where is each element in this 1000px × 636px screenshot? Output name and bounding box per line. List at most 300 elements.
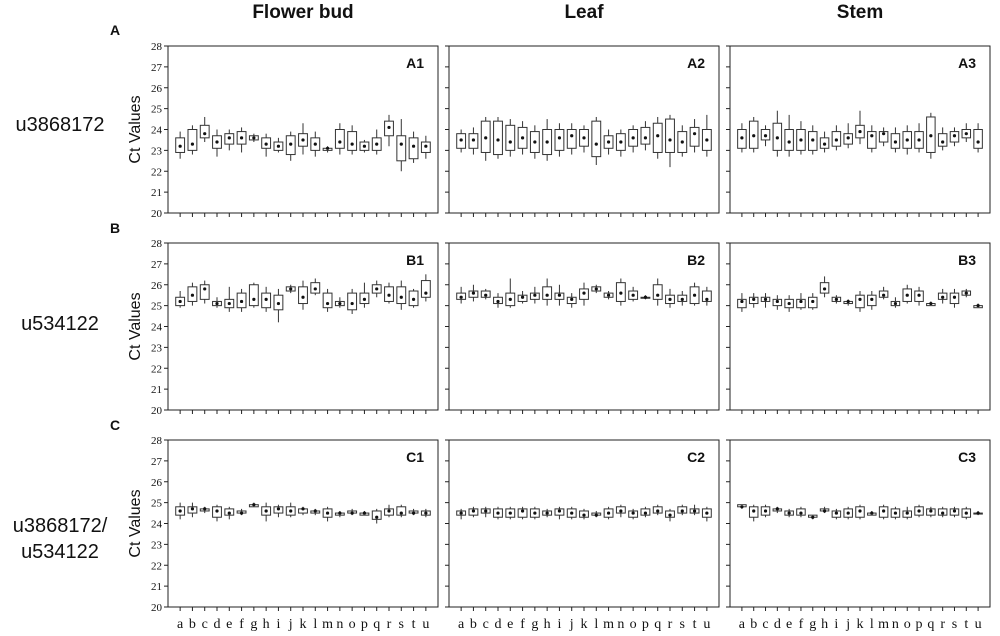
box-iqr — [397, 287, 406, 304]
box-b — [188, 125, 197, 154]
median-marker — [835, 511, 838, 514]
median-marker — [582, 136, 585, 139]
box-r — [938, 507, 947, 517]
median-marker — [424, 145, 427, 148]
x-tick-label-l: l — [594, 617, 599, 632]
median-marker — [558, 294, 561, 297]
box-h — [820, 132, 829, 153]
box-h — [820, 276, 829, 297]
y-tick-label: 25 — [151, 497, 162, 510]
box-d — [773, 111, 782, 157]
y-tick-label: 27 — [151, 258, 162, 271]
median-marker — [387, 126, 390, 129]
median-marker — [203, 132, 206, 135]
median-marker — [509, 140, 512, 143]
box-j — [286, 285, 295, 293]
x-tick-label-p: p — [641, 617, 649, 632]
y-axis-title-B: Ct Values — [127, 292, 144, 361]
median-marker — [460, 296, 463, 299]
median-marker — [375, 143, 378, 146]
median-marker — [858, 509, 861, 512]
x-tick-label-n: n — [336, 617, 344, 632]
box-l — [592, 117, 601, 165]
box-p — [641, 121, 650, 150]
box-m — [604, 507, 613, 520]
box-p — [641, 507, 650, 517]
box-d — [494, 117, 503, 159]
median-marker — [976, 511, 979, 514]
box-p — [360, 283, 369, 308]
box-l — [868, 125, 877, 152]
median-marker — [941, 511, 944, 514]
box-m — [879, 287, 888, 300]
median-marker — [799, 300, 802, 303]
box-q — [372, 130, 381, 155]
median-marker — [607, 140, 610, 143]
median-marker — [705, 298, 708, 301]
box-s — [950, 289, 959, 308]
box-iqr — [543, 287, 552, 300]
box-u — [974, 511, 983, 515]
median-marker — [776, 136, 779, 139]
box-k — [580, 283, 589, 306]
x-tick-label-i: i — [834, 617, 839, 632]
x-tick-label-k: k — [299, 617, 307, 632]
panel-B3 — [726, 243, 990, 414]
median-marker — [752, 298, 755, 301]
box-m — [323, 507, 332, 522]
box-f — [518, 121, 527, 154]
box-iqr — [641, 127, 650, 144]
box-f — [518, 291, 527, 304]
median-marker — [265, 298, 268, 301]
median-marker — [301, 296, 304, 299]
median-marker — [314, 143, 317, 146]
y-tick-label: 21 — [151, 581, 162, 594]
box-o — [903, 285, 912, 304]
box-iqr — [397, 136, 406, 161]
box-o — [348, 289, 357, 314]
box-h — [543, 278, 552, 305]
x-tick-label-r: r — [386, 617, 392, 632]
box-g — [530, 287, 539, 304]
box-r — [938, 289, 947, 304]
box-iqr — [785, 130, 794, 151]
median-marker — [363, 298, 366, 301]
box-n — [335, 297, 344, 307]
median-marker — [668, 514, 671, 517]
median-marker — [546, 140, 549, 143]
box-iqr — [690, 127, 699, 146]
y-tick-label: 21 — [151, 187, 162, 200]
box-iqr — [938, 134, 947, 147]
box-a — [738, 293, 747, 312]
box-n — [335, 511, 344, 517]
median-marker — [240, 136, 243, 139]
box-g — [249, 283, 258, 308]
median-marker — [811, 138, 814, 141]
median-marker — [917, 294, 920, 297]
box-k — [856, 505, 865, 520]
box-iqr — [200, 285, 209, 300]
x-tick-label-s: s — [398, 617, 405, 632]
median-marker — [953, 509, 956, 512]
panel-label: C2 — [687, 449, 705, 465]
x-tick-label-e: e — [786, 617, 793, 632]
median-marker — [484, 509, 487, 512]
median-marker — [338, 140, 341, 143]
box-n — [891, 297, 900, 307]
panel-frame — [168, 243, 438, 410]
y-tick-label: 26 — [151, 82, 162, 95]
x-tick-label-k: k — [580, 617, 588, 632]
box-r — [666, 289, 675, 308]
box-a — [457, 130, 466, 153]
box-i — [274, 289, 283, 322]
box-n — [616, 130, 625, 157]
box-u — [421, 274, 430, 301]
box-j — [567, 507, 576, 520]
box-h — [262, 503, 271, 522]
box-l — [868, 291, 877, 310]
box-b — [188, 283, 197, 306]
box-b — [188, 503, 197, 518]
box-j — [286, 503, 295, 518]
box-e — [506, 278, 515, 307]
x-tick-label-s: s — [951, 617, 958, 632]
box-s — [950, 507, 959, 517]
box-e — [785, 115, 794, 157]
box-n — [891, 127, 900, 152]
median-marker — [228, 511, 231, 514]
box-iqr — [868, 132, 877, 149]
box-q — [927, 113, 936, 159]
median-marker — [644, 511, 647, 514]
box-k — [856, 111, 865, 144]
box-g — [530, 507, 539, 520]
median-marker — [363, 145, 366, 148]
median-marker — [811, 516, 814, 519]
panel-frame — [730, 440, 990, 607]
box-iqr — [856, 295, 865, 308]
box-j — [844, 123, 853, 148]
row-label-B-0: u534122 — [21, 313, 99, 335]
y-tick-label: 20 — [151, 602, 162, 614]
box-p — [360, 511, 369, 515]
box-iqr — [348, 132, 357, 151]
median-marker — [326, 147, 329, 150]
median-marker — [681, 140, 684, 143]
box-c — [481, 289, 490, 299]
box-s — [397, 505, 406, 518]
panel-label: C1 — [406, 449, 424, 465]
box-l — [592, 285, 601, 293]
median-marker — [858, 298, 861, 301]
panel-label: C3 — [958, 449, 976, 465]
box-p — [360, 140, 369, 153]
median-marker — [632, 511, 635, 514]
panel-label: B3 — [958, 252, 976, 268]
box-k — [580, 509, 589, 519]
column-title-0: Flower bud — [252, 2, 354, 23]
x-tick-label-m: m — [603, 617, 615, 632]
box-i — [555, 123, 564, 156]
median-marker — [496, 511, 499, 514]
median-marker — [788, 140, 791, 143]
box-s — [678, 291, 687, 306]
median-marker — [265, 143, 268, 146]
x-tick-label-n: n — [891, 617, 899, 632]
median-marker — [240, 300, 243, 303]
panel-label: A2 — [687, 55, 705, 71]
box-a — [176, 291, 185, 308]
y-tick-label: 20 — [151, 208, 162, 220]
x-tick-label-f: f — [798, 617, 804, 632]
box-g — [809, 293, 818, 310]
median-marker — [472, 138, 475, 141]
column-title-2: Stem — [836, 2, 884, 23]
median-marker — [240, 511, 243, 514]
box-m — [879, 127, 888, 146]
row-label-A-0: u3868172 — [15, 114, 105, 136]
panel-A1 — [151, 41, 438, 220]
median-marker — [917, 509, 920, 512]
box-j — [844, 299, 853, 305]
median-marker — [906, 511, 909, 514]
x-tick-label-g: g — [531, 617, 539, 632]
median-marker — [338, 511, 341, 514]
panel-C3 — [726, 440, 990, 632]
median-marker — [351, 302, 354, 305]
median-marker — [894, 140, 897, 143]
median-marker — [976, 140, 979, 143]
median-marker — [582, 292, 585, 295]
box-h — [543, 509, 552, 517]
x-tick-label-j: j — [569, 617, 574, 632]
box-iqr — [200, 125, 209, 138]
box-n — [335, 123, 344, 154]
median-marker — [558, 509, 561, 512]
box-b — [469, 127, 478, 154]
median-marker — [265, 509, 268, 512]
median-marker — [521, 136, 524, 139]
box-e — [225, 507, 234, 520]
box-a — [738, 123, 747, 152]
median-marker — [764, 298, 767, 301]
box-e — [225, 287, 234, 312]
y-tick-label: 21 — [151, 384, 162, 397]
box-s — [397, 119, 406, 171]
median-marker — [595, 143, 598, 146]
median-marker — [965, 132, 968, 135]
median-marker — [607, 294, 610, 297]
y-tick-label: 22 — [151, 166, 162, 179]
x-tick-label-u: u — [422, 617, 430, 632]
box-p — [641, 295, 650, 299]
median-marker — [882, 509, 885, 512]
box-m — [323, 146, 332, 152]
box-o — [629, 125, 638, 152]
median-marker — [894, 302, 897, 305]
box-t — [690, 283, 699, 306]
box-m — [323, 289, 332, 312]
median-marker — [326, 302, 329, 305]
x-tick-label-e: e — [226, 617, 233, 632]
box-l — [311, 278, 320, 295]
box-r — [385, 115, 394, 146]
median-marker — [289, 509, 292, 512]
median-marker — [301, 507, 304, 510]
median-marker — [656, 294, 659, 297]
median-marker — [484, 294, 487, 297]
y-tick-label: 24 — [151, 124, 162, 137]
x-tick-label-f: f — [520, 617, 525, 632]
median-marker — [870, 134, 873, 137]
x-tick-label-o: o — [629, 617, 637, 632]
box-t — [690, 119, 699, 152]
median-marker — [179, 300, 182, 303]
box-r — [666, 115, 675, 167]
median-marker — [835, 298, 838, 301]
x-tick-label-g: g — [250, 617, 258, 632]
median-marker — [252, 136, 255, 139]
y-tick-label: 22 — [151, 560, 162, 573]
box-iqr — [592, 121, 601, 156]
median-marker — [929, 302, 932, 305]
y-tick-label: 25 — [151, 300, 162, 313]
median-marker — [509, 298, 512, 301]
median-marker — [788, 302, 791, 305]
median-marker — [668, 298, 671, 301]
panel-label: A3 — [958, 55, 976, 71]
box-d — [773, 295, 782, 310]
row-letter-C: C — [110, 417, 121, 433]
median-marker — [823, 143, 826, 146]
row-letter-B: B — [110, 220, 121, 236]
median-marker — [644, 296, 647, 299]
box-m — [879, 505, 888, 520]
median-marker — [496, 300, 499, 303]
median-marker — [484, 136, 487, 139]
y-tick-label: 24 — [151, 518, 162, 531]
y-tick-label: 20 — [151, 405, 162, 417]
box-o — [903, 507, 912, 520]
box-iqr — [421, 281, 430, 298]
median-marker — [764, 509, 767, 512]
x-tick-label-u: u — [974, 617, 982, 632]
box-q — [927, 507, 936, 517]
median-marker — [496, 138, 499, 141]
median-marker — [252, 503, 255, 506]
box-p — [915, 287, 924, 306]
median-marker — [179, 145, 182, 148]
box-i — [832, 295, 841, 303]
median-marker — [882, 132, 885, 135]
box-iqr — [249, 285, 258, 306]
box-j — [844, 507, 853, 520]
box-e — [785, 509, 794, 517]
y-tick-label: 24 — [151, 321, 162, 334]
panel-frame — [449, 440, 719, 607]
x-tick-label-k: k — [856, 617, 864, 632]
box-i — [555, 507, 564, 520]
box-j — [286, 132, 295, 161]
median-marker — [375, 516, 378, 519]
box-k — [299, 507, 308, 515]
median-marker — [788, 511, 791, 514]
x-tick-label-a: a — [738, 617, 746, 632]
x-tick-label-c: c — [762, 617, 769, 632]
box-u — [702, 287, 711, 306]
box-b — [749, 505, 758, 522]
median-marker — [799, 138, 802, 141]
row-letter-A: A — [110, 22, 121, 38]
box-j — [567, 123, 576, 154]
median-marker — [632, 294, 635, 297]
box-q — [653, 117, 662, 159]
box-iqr — [653, 123, 662, 152]
panel-frame — [449, 243, 719, 410]
median-marker — [228, 302, 231, 305]
median-marker — [656, 134, 659, 137]
box-e — [506, 119, 515, 157]
box-q — [927, 301, 936, 305]
y-tick-label: 26 — [151, 476, 162, 489]
box-s — [950, 127, 959, 146]
box-d — [494, 507, 503, 520]
median-marker — [705, 511, 708, 514]
y-tick-label: 28 — [151, 435, 162, 447]
panel-frame — [730, 243, 990, 410]
box-k — [299, 281, 308, 310]
median-marker — [740, 300, 743, 303]
panel-C1 — [151, 435, 438, 632]
median-marker — [412, 298, 415, 301]
box-c — [761, 293, 770, 308]
box-m — [604, 130, 613, 155]
y-tick-label: 23 — [151, 539, 162, 552]
box-p — [915, 505, 924, 518]
median-marker — [811, 300, 814, 303]
median-marker — [191, 294, 194, 297]
median-marker — [203, 287, 206, 290]
median-marker — [953, 296, 956, 299]
box-f — [237, 509, 246, 515]
x-tick-label-m: m — [878, 617, 890, 632]
x-tick-label-q: q — [373, 617, 381, 632]
box-h — [262, 287, 271, 312]
box-g — [809, 515, 818, 519]
median-marker — [847, 300, 850, 303]
median-marker — [191, 507, 194, 510]
box-d — [494, 293, 503, 308]
median-marker — [953, 134, 956, 137]
median-marker — [289, 143, 292, 146]
box-t — [962, 123, 971, 142]
median-marker — [570, 134, 573, 137]
box-t — [962, 289, 971, 297]
median-marker — [338, 302, 341, 305]
y-axis-title-A: Ct Values — [127, 95, 144, 164]
box-d — [213, 297, 222, 307]
box-u — [974, 123, 983, 152]
x-tick-label-l: l — [313, 617, 318, 632]
box-iqr — [348, 293, 357, 310]
box-u — [974, 304, 983, 308]
box-q — [653, 278, 662, 305]
box-q — [653, 505, 662, 515]
median-marker — [607, 511, 610, 514]
